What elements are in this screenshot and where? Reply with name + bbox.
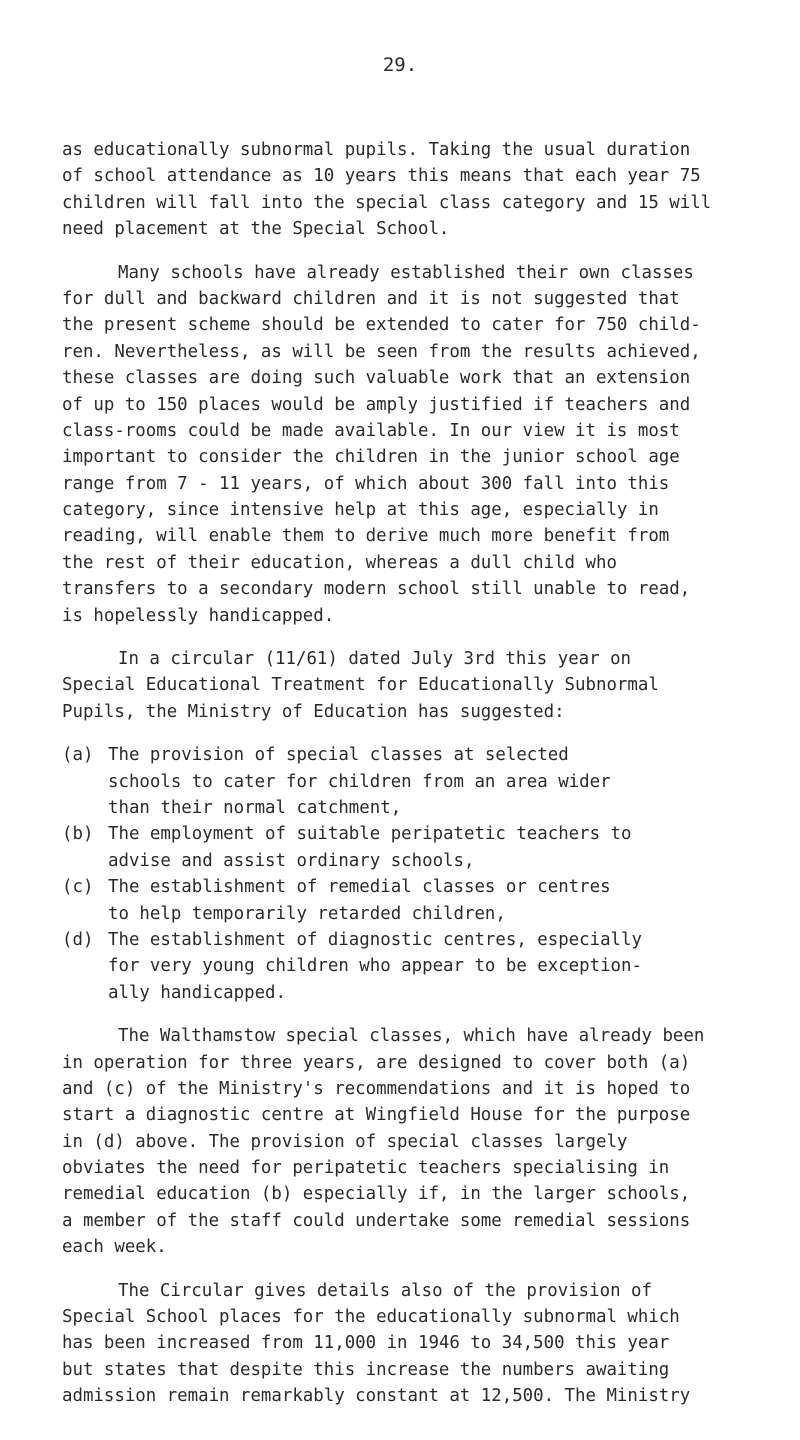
text-line: admission remain remarkably constant at 12,500. The Ministry xyxy=(62,1386,691,1407)
text-line: range from 7 - 11 years, of which about 300 fall into this xyxy=(62,473,670,494)
text-line: and (c) of the Ministry's recommendations and it is hoped to xyxy=(62,1078,691,1099)
text-line: The establishment of remedial classes or centres xyxy=(108,877,611,898)
page-number: 29. xyxy=(382,54,418,76)
text-line: Special Educational Treatment for Educationally Subnormal xyxy=(62,675,659,696)
text-line: The provision of special classes at selected xyxy=(108,745,569,766)
text-line: for very young children who appear to be exception- xyxy=(108,956,642,977)
text-line: Many schools have already established their own classes xyxy=(118,262,694,283)
paragraph-5 xyxy=(62,1278,792,1410)
text-line: each week. xyxy=(62,1237,167,1258)
text-line: of school attendance as 10 years this means that each year 75 xyxy=(62,166,701,187)
text-line: is hopelessly handicapped. xyxy=(62,605,335,626)
text-line: class-rooms could be made available. In our view it is most xyxy=(62,420,680,441)
list-item xyxy=(62,927,792,1006)
text-line: to help temporarily retarded children, xyxy=(108,903,506,924)
text-line: schools to cater for children from an area wider xyxy=(108,771,611,792)
text-line: ren. Nevertheless, as will be seen from the results achieved, xyxy=(62,341,701,362)
list-item xyxy=(62,874,792,927)
list-marker: (c) xyxy=(62,877,94,898)
paragraph-2 xyxy=(62,260,792,629)
paragraph-4 xyxy=(62,1023,792,1261)
text-line: The establishment of diagnostic centres, especially xyxy=(108,929,642,950)
text-line: transfers to a secondary modern school still unable to read, xyxy=(62,579,691,600)
text-line: The Walthamstow special classes, which have already been xyxy=(118,1026,705,1047)
text-line: than their normal catchment, xyxy=(108,797,402,818)
text-line: The employment of suitable peripatetic teachers to xyxy=(108,824,632,845)
text-line: in operation for three years, are designed to cover both (a) xyxy=(62,1052,691,1073)
list-marker: (b) xyxy=(62,824,94,845)
text-line: children will fall into the special class category and 15 will xyxy=(62,192,712,213)
text-line: reading, will enable them to derive much more benefit from xyxy=(62,526,670,547)
paragraph-3 xyxy=(62,646,792,725)
text-line: advise and assist ordinary schools, xyxy=(108,850,475,871)
list-item xyxy=(62,742,792,821)
list-item xyxy=(62,821,792,874)
text-line: Special School places for the educationally subnormal which xyxy=(62,1307,680,1328)
text-line: start a diagnostic centre at Wingfield House for the purpose xyxy=(62,1105,691,1126)
text-line: Pupils, the Ministry of Education has suggested: xyxy=(62,701,565,722)
text-line: for dull and backward children and it is not suggested that xyxy=(62,288,680,309)
body-text xyxy=(62,137,792,1427)
text-line: need placement at the Special School. xyxy=(62,219,450,240)
text-line: category, since intensive help at this age, especially in xyxy=(62,500,659,521)
text-line: ally handicapped. xyxy=(108,982,286,1003)
recommendations-list xyxy=(62,742,792,1006)
text-line: but states that despite this increase the numbers awaiting xyxy=(62,1359,670,1380)
text-line: has been increased from 11,000 in 1946 to 34,500 this year xyxy=(62,1333,670,1354)
text-line: the rest of their education, whereas a dull child who xyxy=(62,552,617,573)
text-line: The Circular gives details also of the provision of xyxy=(118,1280,652,1301)
text-line: important to consider the children in the junior school age xyxy=(62,447,680,468)
list-marker: (d) xyxy=(62,929,94,950)
text-line: of up to 150 places would be amply justified if teachers and xyxy=(62,394,691,415)
text-line: the present scheme should be extended to cater for 750 child- xyxy=(62,315,701,336)
text-line: remedial education (b) especially if, in the larger schools, xyxy=(62,1184,691,1205)
list-marker: (a) xyxy=(62,745,94,766)
text-line: obviates the need for peripatetic teachers specialising in xyxy=(62,1158,670,1179)
text-line: as educationally subnormal pupils. Taking the usual duration xyxy=(62,140,691,160)
text-line: these classes are doing such valuable work that an extension xyxy=(62,368,691,389)
paragraph-1 xyxy=(62,137,792,243)
text-line: in (d) above. The provision of special classes largely xyxy=(62,1131,628,1152)
text-line: In a circular (11/61) dated July 3rd this year on xyxy=(118,649,632,670)
text-line: a member of the staff could undertake some remedial sessions xyxy=(62,1210,691,1231)
